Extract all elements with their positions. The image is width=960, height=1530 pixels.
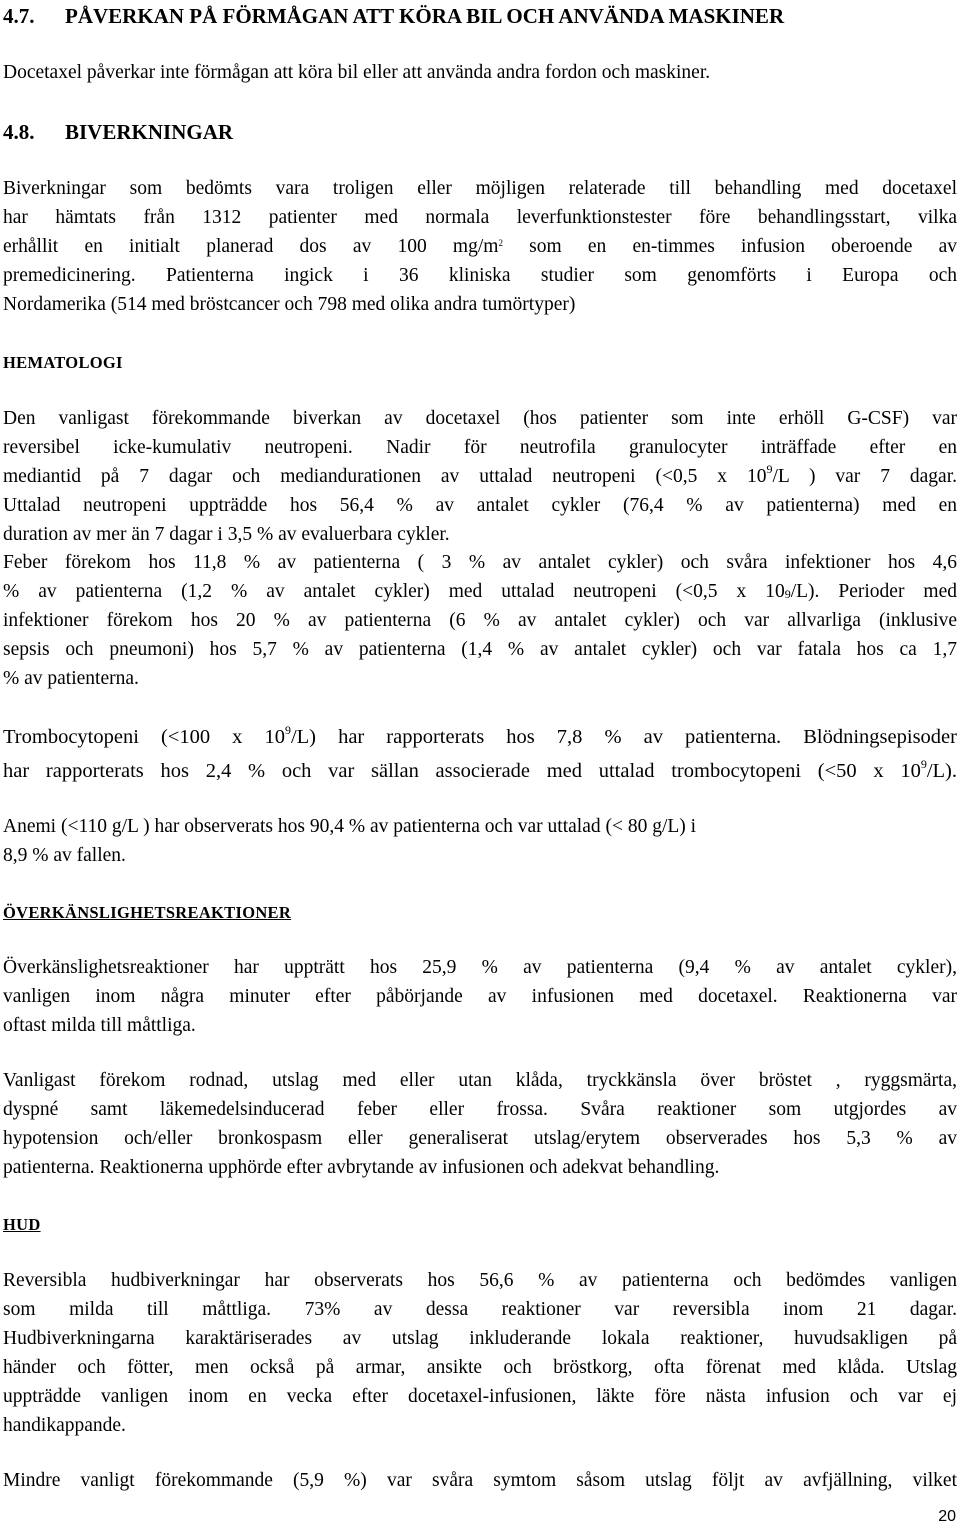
section-4-8-heading: [3, 120, 233, 145]
heading-text: ÖVERKÄNSLIGHETSREAKTIONER: [3, 903, 292, 922]
paragraph-line: vanligen inom några minuter efter påbörjande av infusionen med docetaxel. Reaktionerna var: [3, 986, 957, 1007]
superscript: 9: [766, 462, 773, 476]
paragraph-line: premedicinering. Patienterna ingick i 36 kliniska studier som genomförts i Europa och: [3, 265, 957, 286]
heading-text: HUD: [3, 1215, 41, 1234]
paragraph-line: handikappande.: [3, 1415, 126, 1436]
section-title: PÅVERKAN PÅ FÖRMÅGAN ATT KÖRA BIL OCH ANVÄNDA MASKINER: [65, 4, 785, 28]
paragraph-line: infektioner förekom hos 20 % av patienterna (6 % av antalet cykler) och var allvarliga (inklusive: [3, 610, 957, 631]
paragraph-line: som milda till måttliga. 73% av dessa reaktioner var reversibla inom 21 dagar.: [3, 1299, 957, 1320]
paragraph-line: reversibel icke-kumulativ neutropeni. Nadir för neutrofila granulocyter inträffade efter en: [3, 437, 957, 458]
paragraph-line: händer och fötter, men också på armar, ansikte och bröstkorg, ofta förenat med klåda. Utslag: [3, 1357, 957, 1378]
paragraph-line: [3, 757, 957, 783]
paragraph-line: dyspné samt läkemedelsinducerad feber eller frossa. Svåra reaktioner som utgjordes av: [3, 1099, 957, 1120]
paragraph-line: [3, 236, 957, 258]
paragraph-line: Biverkningar som bedömts vara troligen eller möjligen relaterade till behandling med docetaxel: [3, 178, 957, 199]
paragraph-line: duration av mer än 7 dagar i 3,5 % av evaluerbara cykler.: [3, 524, 450, 545]
superscript: 9: [284, 723, 291, 737]
superscript: 9: [920, 757, 927, 771]
overkanslighet-heading: [3, 903, 291, 923]
text-run: % av patienterna (1,2 % av antalet cykler) med uttalad neutropeni (<0,5 x 10: [3, 581, 785, 602]
hematologi-heading: HEMATOLOGI: [3, 353, 123, 372]
text-run: erhållit en initialt planerad dos av 100 mg/m: [3, 236, 499, 257]
section-title: BIVERKNINGAR: [65, 120, 234, 144]
paragraph-line: Den vanligast förekommande biverkan av docetaxel (hos patienter som inte erhöll G-CSF) var: [3, 408, 957, 429]
paragraph-line: % av patienterna.: [3, 668, 139, 689]
text-run: som en en-timmes infusion oberoende av: [502, 236, 957, 257]
text-run: /L ) var 7 dagar.: [772, 466, 957, 487]
section-4-7-heading: [3, 4, 784, 29]
text-run: har rapporterats hos 2,4 % och var sällan associerade med uttalad trombocytopeni (<50 x 10: [3, 760, 921, 782]
text-run: /L) har rapporterats hos 7,8 % av patienterna. Blödningsepisoder: [290, 726, 957, 748]
paragraph-line: 8,9 % av fallen.: [3, 845, 126, 866]
hud-heading: [3, 1215, 41, 1235]
paragraph-line: Mindre vanligt förekommande (5,9 %) var svåra symtom såsom utslag följt av avfjällning, vilket: [3, 1470, 957, 1491]
paragraph-line: Nordamerika (514 med bröstcancer och 798 med olika andra tumörtyper): [3, 294, 576, 315]
paragraph-line: hypotension och/eller bronkospasm eller generaliserat utslag/erytem observerades hos 5,3 % av: [3, 1128, 957, 1149]
paragraph-line: Reversibla hudbiverkningar har observerats hos 56,6 % av patienterna och bedömdes vanligen: [3, 1270, 957, 1291]
paragraph-line: Överkänslighetsreaktioner har uppträtt hos 25,9 % av patienterna (9,4 % av antalet cykler),: [3, 957, 957, 978]
text-run: mediantid på 7 dagar och mediandurationen av uttalad neutropeni (<0,5 x 10: [3, 466, 767, 487]
section-number: 4.8.: [3, 120, 35, 144]
superscript: 2: [498, 238, 503, 248]
paragraph-line: [3, 723, 957, 749]
paragraph-line: [3, 581, 957, 603]
paragraph-line: patienterna. Reaktionerna upphörde efter avbrytande av infusionen och adekvat behandling.: [3, 1157, 720, 1178]
paragraph-line: Anemi (<110 g/L ) har observerats hos 90,4 % av patienterna och var uttalad (< 80 g/L) i: [3, 816, 697, 837]
text-run: /L).: [926, 760, 957, 782]
paragraph-line: uppträdde vanligen inom en vecka efter docetaxel-infusionen, läkte före nästa infusion och var ej: [3, 1386, 957, 1407]
paragraph-line: sepsis och pneumoni) hos 5,7 % av patienterna (1,4 % av antalet cykler) och var fatala hos ca 1,7: [3, 639, 957, 660]
text-run: /L). Perioder med: [790, 581, 957, 602]
paragraph-line: har hämtats från 1312 patienter med normala leverfunktionstester före behandlingsstart, vilka: [3, 207, 957, 228]
paragraph-line: Feber förekom hos 11,8 % av patienterna ( 3 % av antalet cykler) och svåra infektioner hos 4,6: [3, 552, 957, 573]
section-number: 4.7.: [3, 4, 35, 28]
paragraph-line: Vanligast förekom rodnad, utslag med eller utan klåda, tryckkänsla över bröstet , ryggsmärta,: [3, 1070, 957, 1091]
paragraph-line: Docetaxel påverkar inte förmågan att köra bil eller att använda andra fordon och maskiner.: [3, 62, 711, 83]
paragraph-line: oftast milda till måttliga.: [3, 1015, 196, 1036]
paragraph-line: [3, 462, 957, 488]
page-number: 20: [938, 1508, 956, 1525]
paragraph-line: Hudbiverkningarna karaktäriserades av utslag inkluderande lokala reaktioner, huvudsakligen på: [3, 1328, 957, 1349]
text-run: Trombocytopeni (<100 x 10: [3, 726, 285, 748]
paragraph-line: Uttalad neutropeni uppträdde hos 56,4 % av antalet cykler (76,4 % av patienterna) med en: [3, 495, 957, 516]
small-digit: 9: [784, 587, 791, 601]
